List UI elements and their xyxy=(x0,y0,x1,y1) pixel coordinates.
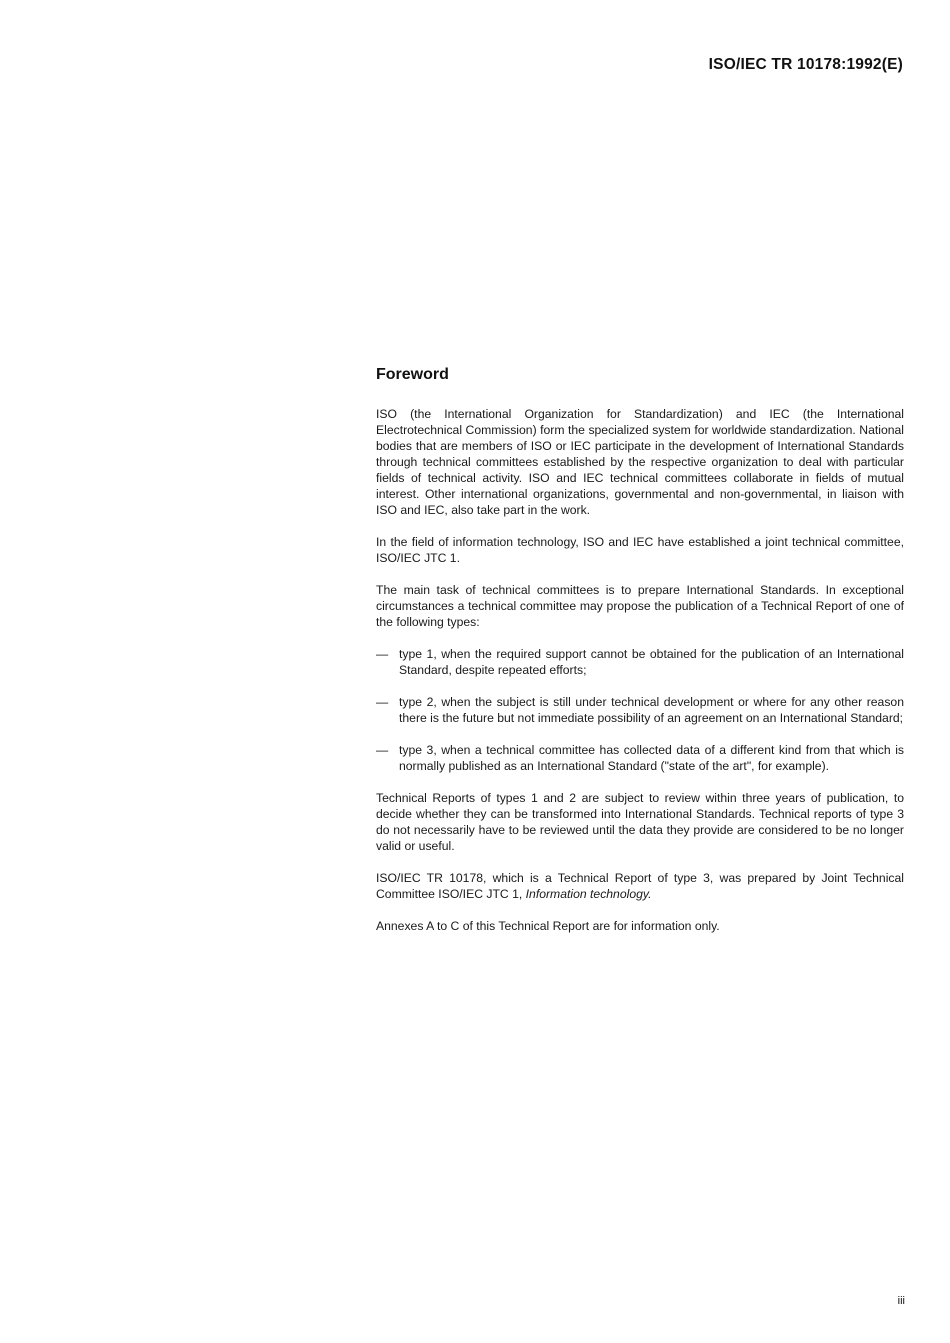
foreword-title: Foreword xyxy=(376,366,449,383)
foreword-section xyxy=(376,366,904,950)
list-item-type-2 xyxy=(376,694,904,726)
list-item-text: type 2, when the subject is still under technical development or where for any other reason there is the future but not immediate possibility of an agreement on an International Standard; xyxy=(399,695,904,725)
dash-bullet: — xyxy=(376,647,389,661)
page-number: iii xyxy=(897,1295,905,1307)
foreword-paragraph-5 xyxy=(376,870,904,902)
foreword-paragraph-2: In the field of information technology, ISO and IEC have established a joint technical committee, ISO/IEC JTC 1. xyxy=(376,535,904,565)
dash-bullet: — xyxy=(376,743,389,757)
foreword-paragraph-1: ISO (the International Organization for Standardization) and IEC (the International Electrotechnical Commission) form the specialized system for worldwide standardization. National bodies that are members of ISO or IEC participate in the development of International Standards through technical committees established by the respective organization to deal with particular fields of technical activity. ISO and IEC technical committees collaborate in fields of mutual interest. Other international organizations, governmental and non-governmental, in liaison with ISO and IEC, also take part in the work. xyxy=(376,407,904,517)
list-item-type-1 xyxy=(376,646,904,678)
document-id-header: ISO/IEC TR 10178:1992(E) xyxy=(708,56,903,73)
list-item-type-3 xyxy=(376,742,904,774)
report-types-list xyxy=(376,646,904,774)
dash-bullet: — xyxy=(376,695,389,709)
committee-name: Information technology. xyxy=(525,887,652,901)
list-item-text: type 1, when the required support cannot be obtained for the publication of an International Standard, despite repeated efforts; xyxy=(399,647,904,677)
list-item-text: type 3, when a technical committee has collected data of a different kind from that which is normally published as an International Standard ("state of the art", for example). xyxy=(399,743,904,773)
foreword-paragraph-4: Technical Reports of types 1 and 2 are subject to review within three years of publication, to decide whether they can be transformed into International Standards. Technical reports of type 3 do not necessarily have to be reviewed until the data they provide are considered to be no longer valid or useful. xyxy=(376,791,904,853)
paragraph-5-text: ISO/IEC TR 10178, which is a Technical Report of type 3, was prepared by Joint Technical Committee ISO/IEC JTC 1, xyxy=(376,871,904,901)
foreword-paragraph-3: The main task of technical committees is to prepare International Standards. In exceptional circumstances a technical committee may propose the publication of a Technical Report of one of the following types: xyxy=(376,583,904,629)
foreword-paragraph-6: Annexes A to C of this Technical Report are for information only. xyxy=(376,919,720,933)
